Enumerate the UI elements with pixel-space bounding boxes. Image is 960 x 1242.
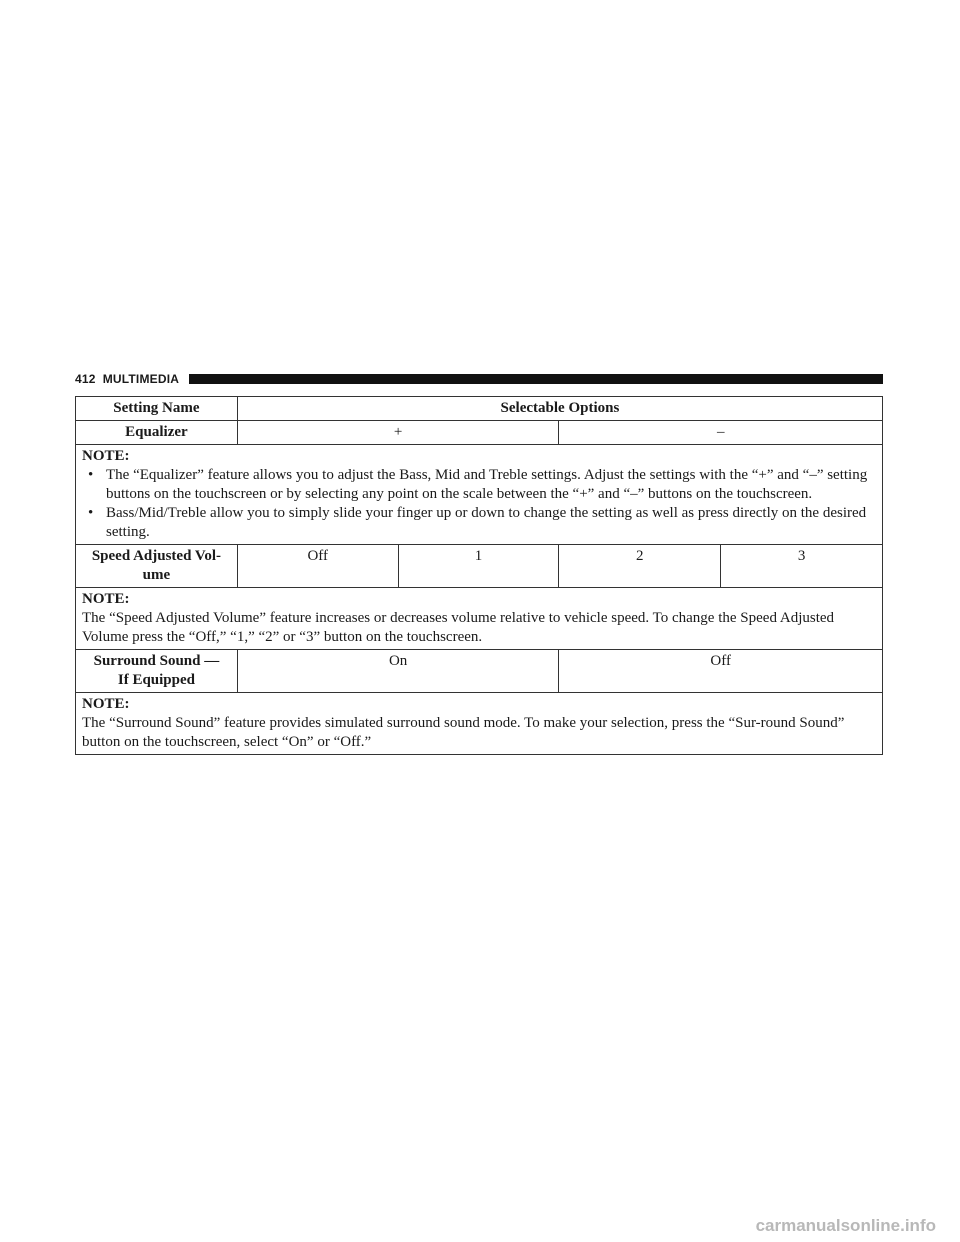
header-setting-name: Setting Name — [76, 397, 238, 421]
note-label: NOTE: — [82, 591, 130, 607]
speed-note — [76, 588, 883, 650]
surround-note — [76, 693, 883, 755]
option-2: 2 — [559, 545, 721, 588]
option-off: Off — [237, 545, 398, 588]
table-row-equalizer-note — [76, 445, 883, 545]
option-minus: – — [559, 421, 883, 445]
option-1: 1 — [398, 545, 559, 588]
watermark: carmanualsonline.info — [755, 1216, 936, 1235]
speed-note-text: The “Speed Adjusted Volume” feature increases or decreases volume relative to vehicle speed. To change the Speed Adjusted Volume press the “Off,” “1,” “2” or “3” button on the touchscreen. — [82, 610, 835, 645]
table-header-row — [76, 397, 883, 421]
header-selectable-options: Selectable Options — [237, 397, 882, 421]
surround-note-text: The “Surround Sound” feature provides simulated surround sound mode. To make your selection, press the “Sur-round Sound” button on the touchscreen, select “On” or “Off.” — [82, 715, 845, 750]
option-3: 3 — [721, 545, 883, 588]
note-label: NOTE: — [82, 448, 130, 464]
section-title: MULTIMEDIA — [102, 372, 180, 386]
table-row-speed-note — [76, 588, 883, 650]
page-header — [75, 369, 883, 389]
table-row-surround-note — [76, 693, 883, 755]
equalizer-note — [76, 445, 883, 545]
header-label — [75, 372, 179, 386]
setting-speed-adjusted-volume: Speed Adjusted Vol- ume — [76, 545, 238, 588]
list-item: • The “Equalizer” feature allows you to adjust the Bass, Mid and Treble settings. Adjust the settings with the “+” and “–” setting buttons on the touchscreen or by selecting any point on the scale between the “+” and “–” buttons on the touchscreen. — [82, 466, 876, 504]
note-label: NOTE: — [82, 696, 130, 712]
option-off: Off — [559, 650, 883, 693]
table-row-surround-sound — [76, 650, 883, 693]
header-rule — [189, 374, 883, 384]
setting-equalizer: Equalizer — [76, 421, 238, 445]
table-row-speed-adjusted-volume — [76, 545, 883, 588]
page-number: 412 — [75, 372, 96, 386]
option-on: On — [237, 650, 559, 693]
list-item: • Bass/Mid/Treble allow you to simply slide your finger up or down to change the setting as well as press directly on the desired setting. — [82, 504, 876, 542]
table-row-equalizer — [76, 421, 883, 445]
equalizer-note-list — [82, 466, 876, 542]
setting-surround-sound: Surround Sound — If Equipped — [76, 650, 238, 693]
option-plus: + — [237, 421, 559, 445]
settings-table — [75, 396, 883, 755]
